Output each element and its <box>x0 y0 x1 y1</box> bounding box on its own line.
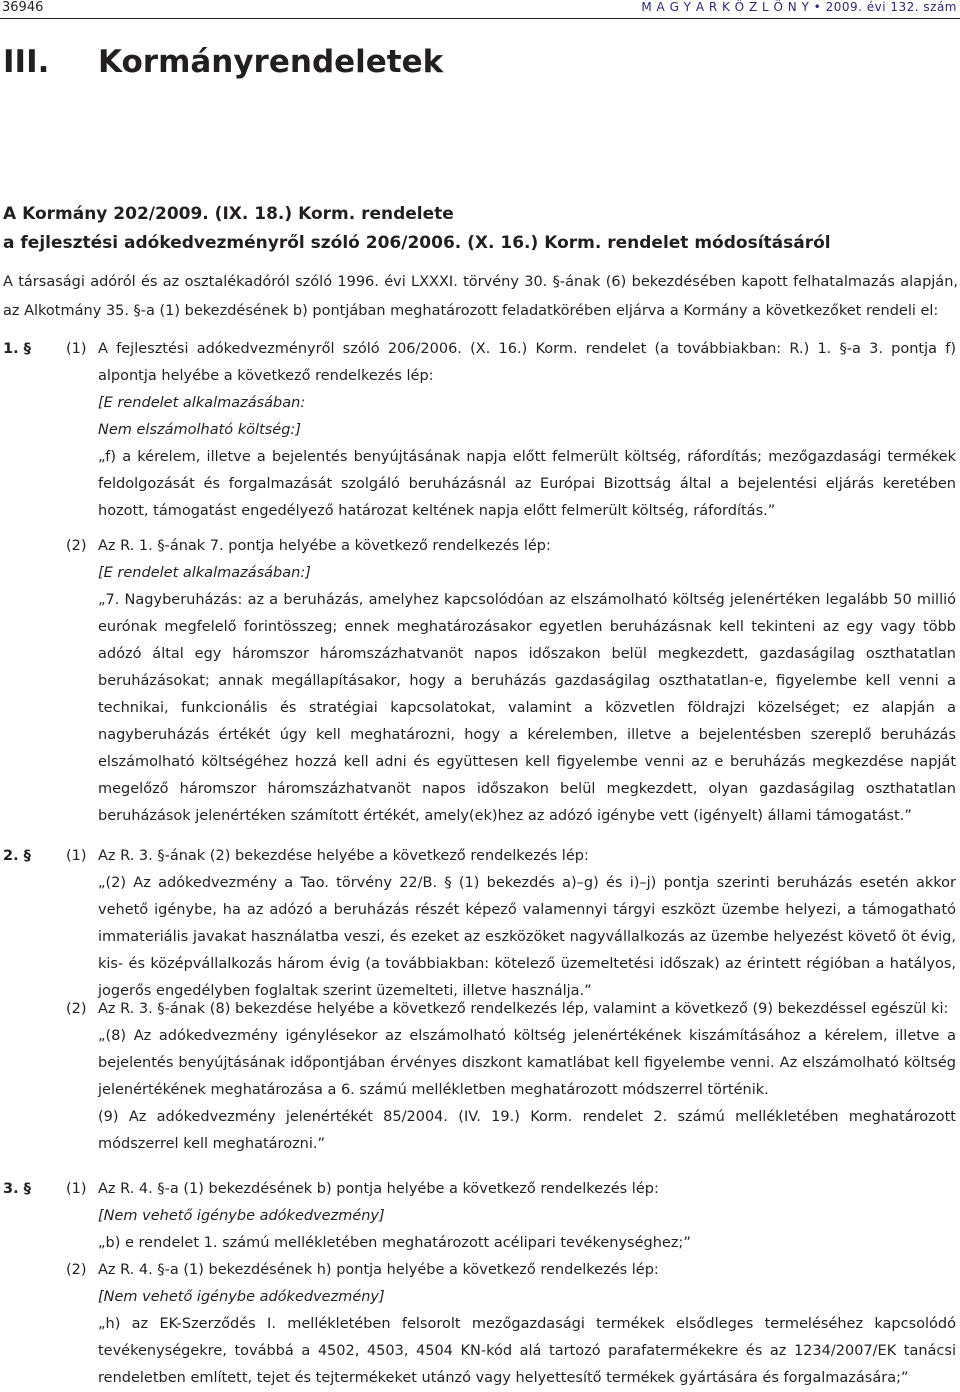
s2-p2-quote-8: „(8) Az adókedvezmény igénylésekor az elszámolható költség jelenértékének kiszámításához a kérelem, illetve a bejelentés benyújtásának időpontjában érvényes diszkont kamatlábat kell figyelembe venni. Az elszámolható költség jelenértékének meghatározása a 6. számú mellékletben meghatározott módszerrel történik. <box>98 1028 956 1098</box>
s2-p1-text: Az R. 3. §-ának (2) bekezdése helyébe a következő rendelkezés lép: <box>98 848 589 864</box>
decree-title-line2: a fejlesztési adókedvezményről szóló 206/2006. (X. 16.) Korm. rendelet módosításáról <box>3 233 831 253</box>
page-number: 36946 <box>2 0 44 15</box>
s1-p2-text: Az R. 1. §-ának 7. pontja helyébe a következő rendelkezés lép: <box>98 538 551 554</box>
s1-paragraph-2 <box>98 533 956 830</box>
section-title: Kormányrendeletek <box>98 44 444 80</box>
s1-p2-context: [E rendelet alkalmazásában:] <box>98 565 311 581</box>
s3-p1-text: Az R. 4. §-a (1) bekezdésének b) pontja helyébe a következő rendelkezés lép: <box>98 1181 659 1197</box>
s2-paragraph-2 <box>98 996 956 1158</box>
section-2-number: 2. § <box>3 848 31 864</box>
s2-paragraph-1 <box>98 843 956 1005</box>
s3-p2-context: [Nem vehető igénybe adókedvezmény] <box>98 1289 385 1305</box>
s2-paragraph-1-number: (1) <box>66 848 87 864</box>
preamble: A társasági adóról és az osztalékadóról szóló 1996. évi LXXXI. törvény 30. §-ának (6) bekezdésében kapott felhatalmazás alapján, az Alkotmány 35. §-a (1) bekezdésének b) pontjában meghatározott feladatkörében eljárva a Kormány a következőket rendeli el: <box>3 274 958 319</box>
s1-paragraph-2-number: (2) <box>66 538 87 554</box>
s3-p1-context: [Nem vehető igénybe adókedvezmény] <box>98 1208 385 1224</box>
section-1-number: 1. § <box>3 341 31 357</box>
s3-paragraph-1-number: (1) <box>66 1181 87 1197</box>
s3-paragraph-2-number: (2) <box>66 1262 87 1278</box>
decree-title-line1: A Kormány 202/2009. (IX. 18.) Korm. rendelete <box>3 204 454 224</box>
s2-p2-text: Az R. 3. §-ának (8) bekezdése helyébe a következő rendelkezés lép, valamint a következő (9) bekezdéssel egészül ki: <box>98 1001 949 1017</box>
s1-paragraph-1-number: (1) <box>66 341 87 357</box>
section-3-number: 3. § <box>3 1181 31 1197</box>
s3-p1-quote: „b) e rendelet 1. számú mellékletében meghatározott acélipari tevékenységhez;” <box>98 1235 691 1251</box>
header-rule <box>0 18 960 19</box>
decree-title <box>3 200 953 258</box>
s1-p1-context-1: [E rendelet alkalmazásában: <box>98 395 306 411</box>
section-number: III. <box>3 44 50 80</box>
s3-paragraph-1 <box>98 1176 956 1257</box>
journal-header: M A G Y A R K Ö Z L Ö N Y • 2009. évi 132. szám <box>641 0 957 14</box>
s3-p2-quote: „h) az EK-Szerződés I. mellékletében felsorolt mezőgazdasági termékek elsődleges termeléséhez kapcsolódó tevékenységekre, továbbá a 4502, 4503, 4504 KN-kód alá tartozó parafatermékekre és az 1234/2007/EK tanácsi rendeletben említett, tejet és tejtermékeket utánzó vagy helyettesítő termékek gyártására és forgalmazására;” <box>98 1316 956 1386</box>
s2-p2-quote-9: (9) Az adókedvezmény jelenértékét 85/2004. (IV. 19.) Korm. rendelet 2. számú mellékletében meghatározott módszerrel kell meghatározni.” <box>98 1109 956 1152</box>
s3-p2-text: Az R. 4. §-a (1) bekezdésének h) pontja helyébe a következő rendelkezés lép: <box>98 1262 659 1278</box>
s1-p1-text: A fejlesztési adókedvezményről szóló 206/2006. (X. 16.) Korm. rendelet (a továbbiakban: R.) 1. §-a 3. pontja f) alpontja helyébe a következő rendelkezés lép: <box>98 341 956 384</box>
s1-p1-quote: „f) a kérelem, illetve a bejelentés benyújtásának napja előtt felmerült költség, ráfordítás; mezőgazdasági termékek feldolgozását és forgalmazását szolgáló beruházásnál az Európai Bizottság által a bejelentési eljárás keretében hozott, támogatást engedélyező határozat keltének napja előtt felmerült költség, ráfordítás.” <box>98 449 956 519</box>
s2-paragraph-2-number: (2) <box>66 1001 87 1017</box>
s2-p1-quote: „(2) Az adókedvezmény a Tao. törvény 22/B. § (1) bekezdés a)–g) és i)–j) pontja szerinti beruházás esetén akkor vehető igénybe, ha az adózó a beruházás részét képező valamennyi tárgyi eszközt üzembe helyezi, a támogatható immateriális javakat használatba veszi, és ezeket az eszközöket nagyvállalkozás az üzembe helyezést követő öt évig, kis- és középvállalkozás három évig (a továbbiakban: kötelező üzemeltetési időszak) az érintett régióban a hatályos, jogerős engedélyben foglaltak szerint üzemelteti, illetve használja.” <box>98 875 956 999</box>
s1-paragraph-1 <box>98 336 956 525</box>
s1-p1-context-2: Nem elszámolható költség:] <box>98 422 301 438</box>
s3-paragraph-2 <box>98 1257 956 1392</box>
s1-p2-quote: „7. Nagyberuházás: az a beruházás, amelyhez kapcsolódóan az elszámolható költség jelenértéken legalább 50 millió eurónak megfelelő forintösszeg; ennek meghatározásakor egyetlen beruházásnak kell tekinteni az egy vagy több adózó által egy háromszor háromszázhatvanöt napos időszakon belül megkezdett, gazdaságilag oszthatatlan beruházásokat; annak megállapításakor, hogy a beruházás gazdaságilag oszthatatlan-e, figyelembe kell venni a technikai, funkcionális és stratégiai kapcsolatokat, valamint a közvetlen földrajzi közelséget; ez alapján a nagyberuházás értékét úgy kell meghatározni, hogy a kérelemben, illetve a bejelentésben szereplő beruházás elszámolható költségéhez hozzá kell adni és együttesen kell figyelembe venni az e beruházás megkezdése napját megelőző háromszor háromszázhatvanöt napos időszakon belül megkezdett, olyan gazdaságilag oszthatatlan beruházások jelenértéken számított értékét, amely(ek)hez az adózó igénybe vett (igényelt) állami támogatást.” <box>98 592 956 824</box>
